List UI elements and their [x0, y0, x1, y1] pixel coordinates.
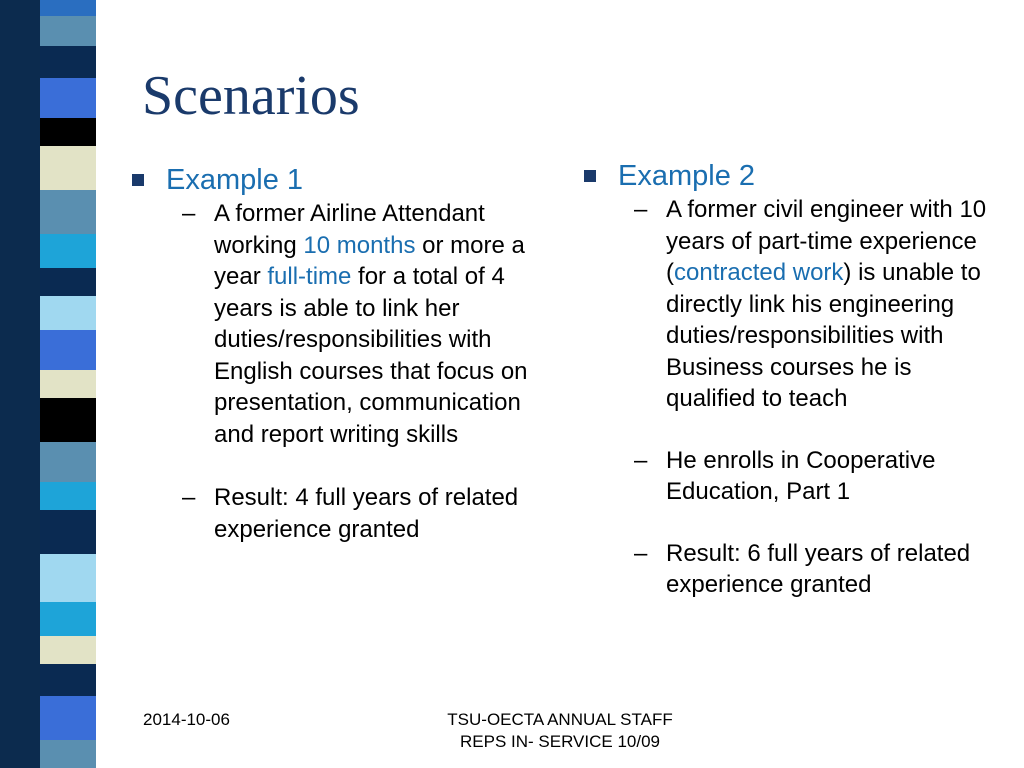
example-2-heading-text: Example 2	[618, 160, 756, 192]
example-2-result	[582, 538, 1002, 601]
scenario-text: A former Airline Attendant working	[214, 200, 485, 259]
footer-title	[380, 709, 740, 753]
highlight-text: full-time	[267, 263, 352, 290]
dash-marker: –	[634, 539, 648, 567]
scenario-text: ) is unable to directly link his engineering duties/responsibilities with Business courses he is qualified to teach	[666, 259, 981, 412]
highlight-text: contracted work	[674, 259, 844, 286]
dash-marker: –	[182, 484, 196, 511]
example-1-column	[130, 162, 570, 545]
scenario-text: A former civil engineer with 10 years of part-time experience (	[666, 196, 987, 286]
example-1-result	[130, 482, 570, 545]
footer-date: 2014-10-06	[143, 710, 230, 729]
example-2-enrollment	[582, 445, 1002, 508]
slide-title: Scenarios	[142, 65, 360, 127]
highlight-text: 10 months	[303, 231, 416, 259]
dash-marker: –	[182, 200, 196, 227]
square-bullet-icon	[132, 174, 144, 186]
decorative-stripe	[0, 0, 116, 768]
enrollment-text: He enrolls in Cooperative Education, Part 1	[666, 446, 936, 505]
dash-marker: –	[634, 446, 648, 474]
dash-marker: –	[634, 196, 648, 223]
example-1-scenario	[130, 198, 570, 450]
example-2-heading	[582, 158, 1002, 194]
example-1-heading	[130, 162, 570, 198]
footer-line-2: REPS IN- SERVICE 10/09	[460, 732, 660, 751]
result-text: Result: 6 full years of related experience granted	[666, 539, 971, 598]
scenario-text: or more a year	[214, 231, 525, 290]
square-bullet-icon	[584, 170, 596, 182]
footer-line-1: TSU-OECTA ANNUAL STAFF	[447, 710, 673, 729]
result-text: Result: 4 full years of related experience granted	[214, 484, 519, 543]
scenario-text: for a total of 4 years is able to link her duties/responsibilities with English courses that focus on presentation, communication and report writing skills	[214, 263, 528, 448]
example-2-scenario	[582, 194, 1002, 415]
example-1-heading-text: Example 1	[166, 164, 304, 196]
example-2-column	[582, 158, 1002, 601]
